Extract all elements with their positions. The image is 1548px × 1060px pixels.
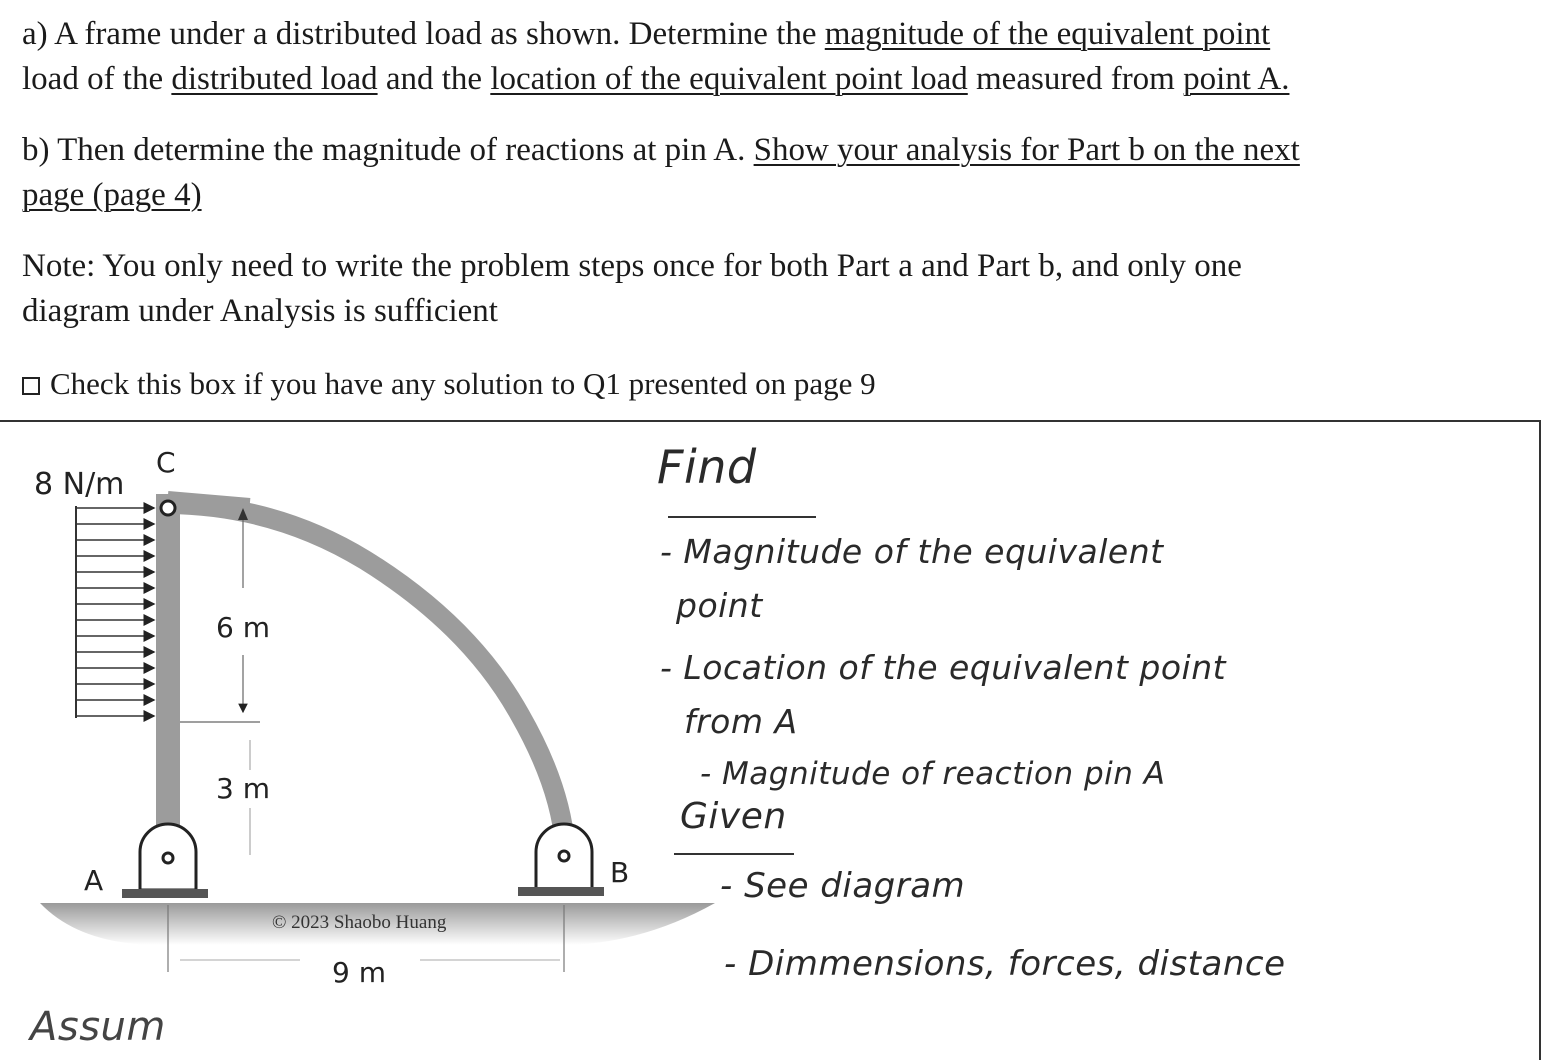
part-b-line-1 — [22, 134, 1300, 167]
part-b-underlined-text: page (page 4) — [22, 177, 202, 213]
given-item-2: - Dimmensions, forces, distance — [724, 944, 1286, 984]
find-heading: Find — [657, 440, 757, 494]
distributed-load — [76, 506, 154, 718]
part-a-underlined-text: location of the equivalent point load — [490, 61, 968, 97]
part-a-text: load of the — [22, 61, 172, 97]
dimension-upper: 6 m — [216, 611, 270, 644]
part-a-text: measured from — [967, 61, 1184, 97]
point-b-label: B — [610, 856, 630, 889]
part-a-text: and the — [377, 61, 491, 97]
given-underline — [674, 853, 794, 855]
dimension-span: 9 m — [332, 956, 386, 989]
find-item-2-cont: from A — [684, 702, 798, 741]
part-a-line-1 — [22, 18, 1270, 51]
note-line-2: diagram under Analysis is sufficient — [22, 293, 498, 329]
pin-support-b — [518, 824, 604, 896]
note-line-1: Note: You only need to write the problem steps once for both Part a and Part b, and only one — [22, 248, 1242, 284]
frame-diagram — [0, 420, 730, 1038]
solution-checkbox-row[interactable] — [22, 368, 876, 399]
load-label: 8 N/m — [34, 467, 125, 502]
part-b-underlined-text: Show your analysis for Part b on the next — [753, 132, 1300, 168]
pin-support-a — [122, 824, 208, 898]
part-a-underlined-text: distributed load — [171, 61, 378, 97]
find-underline — [668, 516, 816, 518]
solution-checkbox[interactable] — [22, 377, 40, 395]
part-a-underlined-text: point A. — [1183, 61, 1290, 97]
part-a-line-2 — [22, 63, 1289, 96]
given-heading: Given — [680, 796, 787, 837]
point-c-label: C — [156, 446, 176, 479]
column-ac — [156, 494, 180, 844]
find-item-1-cont: point — [676, 586, 763, 625]
assumptions-heading: Assum — [30, 1004, 166, 1050]
point-a-label: A — [84, 864, 104, 897]
part-b-text: b) Then determine the magnitude of reactions at pin A. — [22, 132, 754, 168]
find-item-3: - Magnitude of reaction pin A — [700, 756, 1166, 792]
find-item-1: - Magnitude of the equivalent — [660, 532, 1164, 571]
part-a-underlined-text: magnitude of the equivalent point — [824, 16, 1271, 52]
dimension-lower: 3 m — [216, 772, 270, 805]
hinge-c — [161, 501, 175, 515]
copyright-text: © 2023 Shaobo Huang — [272, 912, 447, 933]
part-a-text: a) A frame under a distributed load as shown. Determine the — [22, 16, 825, 52]
given-item-1: - See diagram — [720, 866, 966, 906]
find-item-2: - Location of the equivalent point — [660, 648, 1227, 687]
checkbox-label: Check this box if you have any solution to Q1 presented on page 9 — [50, 366, 876, 401]
part-b-line-2 — [22, 179, 202, 212]
